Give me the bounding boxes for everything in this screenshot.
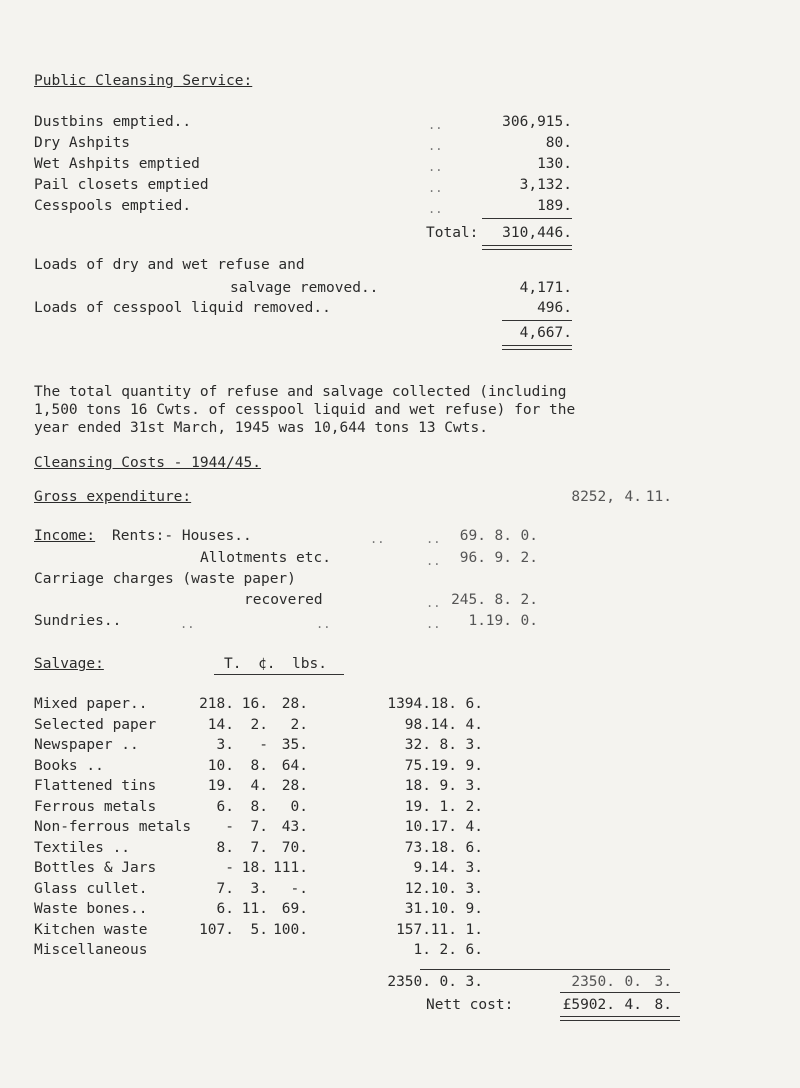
salvage-lbs: 64. — [281, 757, 308, 774]
income-label: Income: — [34, 528, 96, 544]
leader-dots: .. — [180, 617, 195, 631]
salvage-pounds: 73. — [404, 839, 431, 856]
nett-cost-pence: 8. — [654, 997, 672, 1013]
leader-dots: .. — [426, 532, 441, 546]
salvage-tons: 19. — [207, 778, 234, 794]
rule — [482, 218, 572, 219]
salvage-pounds: 10. — [404, 819, 431, 835]
rule — [560, 992, 680, 993]
salvage-pence: 4. — [465, 716, 483, 733]
rule — [502, 345, 572, 346]
service-label: Wet Ashpits emptied — [34, 156, 200, 172]
nett-cost-pounds: £5902. — [562, 997, 615, 1013]
salvage-cwts: 8. — [250, 798, 268, 815]
salvage-cwts: 4. — [250, 778, 268, 794]
leader-dots: .. — [428, 202, 443, 216]
salvage-pounds: 31. — [404, 901, 431, 917]
salvage-pounds: 1. — [413, 942, 431, 958]
leader-dots: .. — [428, 181, 443, 195]
col-header-tons: T. — [224, 656, 242, 672]
leader-dots: .. — [316, 617, 331, 631]
salvage-shillings: 14. — [430, 716, 457, 733]
rule — [214, 674, 344, 675]
salvage-shillings: 2. — [439, 942, 457, 958]
leader-dots: .. — [428, 118, 443, 132]
salvage-cwts: 11. — [241, 901, 268, 917]
salvage-item-name: Miscellaneous — [34, 942, 148, 958]
salvage-pence: 3. — [465, 860, 483, 876]
salvage-lbs: 28. — [281, 696, 308, 712]
income-carriage-label-cont: recovered — [244, 592, 323, 608]
salvage-subtotal-shillings: 0. — [439, 974, 457, 990]
salvage-cwts: 16. — [241, 696, 268, 712]
leader-dots: .. — [426, 596, 441, 610]
income-pounds: 1. — [468, 613, 486, 629]
salvage-cwts: 7. — [250, 839, 268, 856]
loads-cess-value: 496. — [537, 300, 572, 316]
income-pence: 0. — [520, 613, 538, 629]
salvage-lbs: 100. — [273, 921, 308, 938]
salvage-pounds: 1394. — [387, 696, 431, 712]
rule — [420, 969, 670, 970]
salvage-item-name: Textiles .. — [34, 839, 131, 856]
income-pence: 2. — [520, 550, 538, 566]
leader-dots: .. — [428, 160, 443, 174]
salvage-lbs: 43. — [281, 819, 308, 835]
salvage-pence: 9. — [465, 901, 483, 917]
salvage-cwts: 2. — [250, 716, 268, 733]
paragraph-line: year ended 31st March, 1945 was 10,644 tons 13 Cwts. — [34, 420, 488, 436]
salvage-pence: 6. — [465, 942, 483, 958]
income-total-pounds: 2350. — [571, 974, 615, 990]
salvage-tons: - — [225, 860, 234, 876]
salvage-pence: 3. — [465, 880, 483, 897]
salvage-pounds: 19. — [404, 798, 431, 815]
salvage-cwts: - — [259, 737, 268, 753]
costs-heading: Cleansing Costs - 1944/45. — [34, 455, 261, 471]
salvage-subtotal-pence: 3. — [465, 974, 483, 990]
loads-total: 4,667. — [519, 325, 572, 341]
service-value: 130. — [537, 156, 572, 172]
income-total-shillings: 0. — [624, 974, 642, 990]
salvage-tons: - — [225, 819, 234, 835]
salvage-lbs: 0. — [290, 798, 308, 815]
salvage-pounds: 18. — [404, 778, 431, 794]
salvage-lbs: 35. — [281, 737, 308, 753]
service-label: Dustbins emptied.. — [34, 114, 192, 130]
salvage-tons: 7. — [216, 880, 234, 897]
leader-dots: .. — [428, 139, 443, 153]
salvage-item-name: Books .. — [34, 757, 104, 774]
salvage-lbs: -. — [290, 880, 308, 897]
income-pounds: 69. — [459, 528, 486, 544]
income-shillings: 8. — [494, 592, 512, 608]
salvage-lbs: 111. — [273, 860, 308, 876]
loads-cess-label: Loads of cesspool liquid removed.. — [34, 300, 331, 316]
salvage-tons: 8. — [216, 839, 234, 856]
service-label: Pail closets emptied — [34, 177, 209, 193]
salvage-pence: 3. — [465, 737, 483, 753]
salvage-pence: 4. — [465, 819, 483, 835]
leader-dots: .. — [426, 617, 441, 631]
salvage-tons: 6. — [216, 798, 234, 815]
salvage-pence: 9. — [465, 757, 483, 774]
rule — [482, 245, 572, 246]
salvage-cwts: 3. — [250, 880, 268, 897]
salvage-shillings: 11. — [430, 921, 457, 938]
loads-dry-value: 4,171. — [519, 280, 572, 296]
salvage-cwts: 8. — [250, 757, 268, 774]
salvage-pence: 3. — [465, 778, 483, 794]
salvage-pence: 2. — [465, 798, 483, 815]
salvage-pounds: 75. — [404, 757, 431, 774]
income-pounds: 96. — [459, 550, 486, 566]
salvage-item-name: Glass cullet. — [34, 880, 148, 897]
salvage-pounds: 157. — [396, 921, 431, 938]
income-shillings: 9. — [494, 550, 512, 566]
salvage-shillings: 14. — [430, 860, 457, 876]
salvage-lbs: 69. — [281, 901, 308, 917]
gross-label: Gross expenditure: — [34, 489, 192, 505]
salvage-tons: 14. — [207, 716, 234, 733]
paragraph-line: The total quantity of refuse and salvage collected (including — [34, 384, 567, 400]
salvage-lbs: 28. — [281, 778, 308, 794]
salvage-lbs: 70. — [281, 839, 308, 856]
salvage-item-name: Non-ferrous metals — [34, 819, 192, 835]
service-value: 3,132. — [519, 177, 572, 193]
service-label: Dry Ashpits — [34, 135, 131, 151]
salvage-shillings: 8. — [439, 737, 457, 753]
salvage-pounds: 9. — [413, 860, 431, 876]
income-carriage-label: Carriage charges (waste paper) — [34, 571, 296, 587]
gross-pounds: 8252, — [571, 489, 615, 505]
salvage-item-name: Waste bones.. — [34, 901, 148, 917]
salvage-shillings: 18. — [430, 696, 457, 712]
gross-shillings: 4. — [624, 489, 642, 505]
salvage-cwts: 18. — [241, 860, 268, 876]
salvage-subtotal-pounds: 2350. — [387, 974, 431, 990]
service-value: 306,915. — [502, 114, 572, 130]
salvage-tons: 218. — [199, 696, 234, 712]
service-value: 80. — [545, 135, 572, 151]
page-heading: Public Cleansing Service: — [34, 73, 253, 89]
col-header-cwts: ¢. — [258, 656, 276, 672]
income-total-pence: 3. — [654, 974, 672, 990]
salvage-pence: 6. — [465, 696, 483, 712]
salvage-pounds: 32. — [404, 737, 431, 753]
loads-dry-label: Loads of dry and wet refuse and — [34, 257, 305, 273]
salvage-pounds: 12. — [404, 880, 431, 897]
income-allotments-label: Allotments etc. — [200, 550, 331, 566]
salvage-pence: 6. — [465, 839, 483, 856]
salvage-item-name: Newspaper .. — [34, 737, 139, 753]
salvage-pounds: 98. — [404, 716, 431, 733]
income-pence: 0. — [520, 528, 538, 544]
salvage-cwts: 5. — [250, 921, 268, 938]
nett-cost-label: Nett cost: — [426, 997, 514, 1013]
rule — [502, 320, 572, 321]
leader-dots: .. — [426, 554, 441, 568]
rule — [502, 349, 572, 350]
income-shillings: 19. — [485, 613, 512, 629]
salvage-tons: 107. — [199, 921, 234, 938]
salvage-item-name: Mixed paper.. — [34, 696, 148, 712]
nett-cost-shillings: 4. — [624, 997, 642, 1013]
salvage-label: Salvage: — [34, 656, 104, 672]
salvage-tons: 6. — [216, 901, 234, 917]
paragraph-line: 1,500 tons 16 Cwts. of cesspool liquid and wet refuse) for the — [34, 402, 576, 418]
salvage-lbs: 2. — [290, 716, 308, 733]
salvage-shillings: 10. — [430, 901, 457, 917]
salvage-item-name: Bottles & Jars — [34, 860, 157, 876]
income-rents-label: Rents:- Houses.. — [112, 528, 252, 544]
salvage-tons: 10. — [207, 757, 234, 774]
salvage-shillings: 10. — [430, 880, 457, 897]
total-label: Total: — [426, 225, 479, 241]
rule — [560, 1016, 680, 1017]
salvage-shillings: 9. — [439, 778, 457, 794]
salvage-tons: 3. — [216, 737, 234, 753]
income-pounds: 245. — [451, 592, 486, 608]
salvage-item-name: Selected paper — [34, 716, 157, 733]
salvage-item-name: Kitchen waste — [34, 921, 148, 938]
service-value: 189. — [537, 198, 572, 214]
salvage-shillings: 17. — [430, 819, 457, 835]
income-shillings: 8. — [494, 528, 512, 544]
total-value: 310,446. — [502, 225, 572, 241]
salvage-shillings: 1. — [439, 798, 457, 815]
service-label: Cesspools emptied. — [34, 198, 192, 214]
income-pence: 2. — [520, 592, 538, 608]
rule — [482, 249, 572, 250]
salvage-shillings: 18. — [430, 839, 457, 856]
leader-dots: .. — [370, 532, 385, 546]
loads-dry-label-cont: salvage removed.. — [230, 280, 379, 296]
salvage-cwts: 7. — [250, 819, 268, 835]
salvage-item-name: Flattened tins — [34, 778, 157, 794]
gross-pence: 11. — [645, 489, 672, 505]
income-sundries-label: Sundries.. — [34, 613, 122, 629]
salvage-item-name: Ferrous metals — [34, 798, 157, 815]
salvage-pence: 1. — [465, 921, 483, 938]
salvage-shillings: 19. — [430, 757, 457, 774]
col-header-lbs: lbs. — [292, 656, 327, 672]
rule — [560, 1020, 680, 1021]
